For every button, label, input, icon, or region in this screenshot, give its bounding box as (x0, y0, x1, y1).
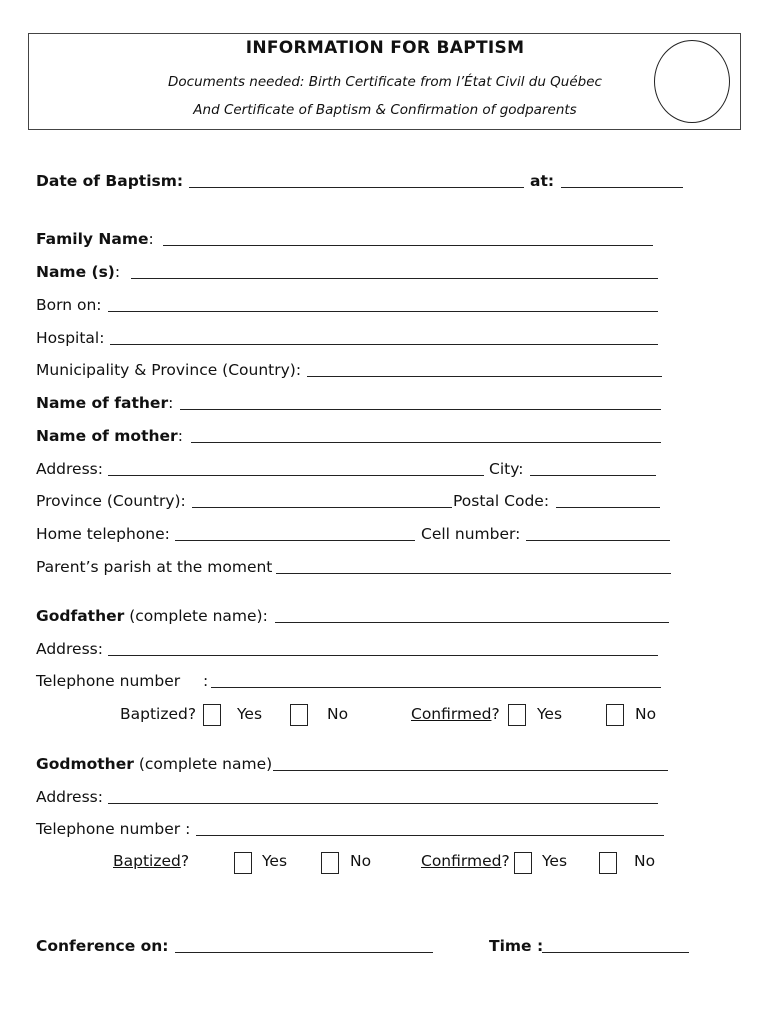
names-label: Name (s): (36, 263, 121, 281)
godmother-address-field[interactable] (108, 803, 658, 804)
cell-number-field[interactable] (526, 540, 670, 541)
parish-field[interactable] (276, 573, 671, 574)
home-telephone-field[interactable] (175, 540, 415, 541)
godmother-name-field[interactable] (273, 770, 668, 771)
godmother-baptized-label: Baptized? (113, 852, 190, 870)
province-label: Province (Country): (36, 492, 186, 510)
hospital-field[interactable] (110, 344, 658, 345)
godfather-confirmed-no-label: No (635, 705, 657, 723)
at-field[interactable] (561, 187, 683, 188)
family-name-field[interactable] (163, 245, 653, 246)
godfather-baptized-yes-label: Yes (237, 705, 263, 723)
godmother-telephone-label: Telephone number : (36, 820, 191, 838)
godmother-baptized-yes-label: Yes (262, 852, 288, 870)
godfather-baptized-label: Baptized? (120, 705, 197, 723)
parish-label: Parent’s parish at the moment (36, 558, 273, 576)
godfather-name-field[interactable] (275, 622, 669, 623)
godmother-baptized-yes-checkbox[interactable] (234, 852, 252, 874)
home-telephone-label: Home telephone: (36, 525, 170, 543)
godmother-telephone-field[interactable] (196, 835, 664, 836)
born-on-field[interactable] (108, 311, 658, 312)
father-field[interactable] (180, 409, 661, 410)
family-name-label: Family Name: (36, 230, 154, 248)
born-on-label: Born on: (36, 296, 102, 314)
municipality-label: Municipality & Province (Country): (36, 361, 302, 379)
municipality-field[interactable] (307, 376, 662, 377)
form-title: INFORMATION FOR BAPTISM (245, 38, 525, 58)
conference-label: Conference on: (36, 937, 169, 955)
names-field[interactable] (131, 278, 658, 279)
at-label: at: (530, 172, 555, 190)
mother-label: Name of mother: (36, 427, 183, 445)
province-field[interactable] (192, 507, 452, 508)
postal-code-field[interactable] (556, 507, 660, 508)
godmother-confirmed-yes-label: Yes (542, 852, 568, 870)
city-field[interactable] (530, 475, 656, 476)
date-of-baptism-field[interactable] (189, 187, 524, 188)
address-label: Address: (36, 460, 103, 478)
godfather-confirmed-label: Confirmed? (411, 705, 500, 723)
godmother-baptized-no-checkbox[interactable] (321, 852, 339, 874)
godfather-confirmed-no-checkbox[interactable] (606, 704, 624, 726)
godmother-confirmed-label: Confirmed? (421, 852, 510, 870)
godmother-confirmed-no-label: No (634, 852, 656, 870)
godfather-confirmed-yes-label: Yes (537, 705, 563, 723)
godmother-confirmed-yes-checkbox[interactable] (514, 852, 532, 874)
godfather-baptized-yes-checkbox[interactable] (203, 704, 221, 726)
cell-number-label: Cell number: (421, 525, 521, 543)
godfather-label: Godfather (complete name): (36, 607, 268, 625)
time-label: Time : (489, 937, 544, 955)
godmother-label: Godmother (complete name) (36, 755, 273, 773)
godfather-telephone-colon: : (203, 672, 209, 690)
godmother-address-label: Address: (36, 788, 103, 806)
mother-field[interactable] (191, 442, 661, 443)
conference-field[interactable] (175, 952, 433, 953)
certificates-line: And Certificate of Baptism & Confirmation of godparents (193, 102, 577, 118)
photo-circle (654, 40, 730, 123)
godfather-address-label: Address: (36, 640, 103, 658)
godfather-confirmed-yes-checkbox[interactable] (508, 704, 526, 726)
godfather-telephone-label: Telephone number (36, 672, 181, 690)
documents-needed-line: Documents needed: Birth Certificate from l’État Civil du Québec (168, 74, 602, 90)
godfather-baptized-no-label: No (327, 705, 349, 723)
godfather-address-field[interactable] (108, 655, 658, 656)
postal-code-label: Postal Code: (453, 492, 550, 510)
godmother-confirmed-no-checkbox[interactable] (599, 852, 617, 874)
time-field[interactable] (542, 952, 689, 953)
godfather-baptized-no-checkbox[interactable] (290, 704, 308, 726)
hospital-label: Hospital: (36, 329, 105, 347)
city-label: City: (489, 460, 524, 478)
godmother-baptized-no-label: No (350, 852, 372, 870)
address-field[interactable] (108, 475, 484, 476)
godfather-telephone-field[interactable] (211, 687, 661, 688)
father-label: Name of father: (36, 394, 174, 412)
date-of-baptism-label: Date of Baptism: (36, 172, 184, 190)
